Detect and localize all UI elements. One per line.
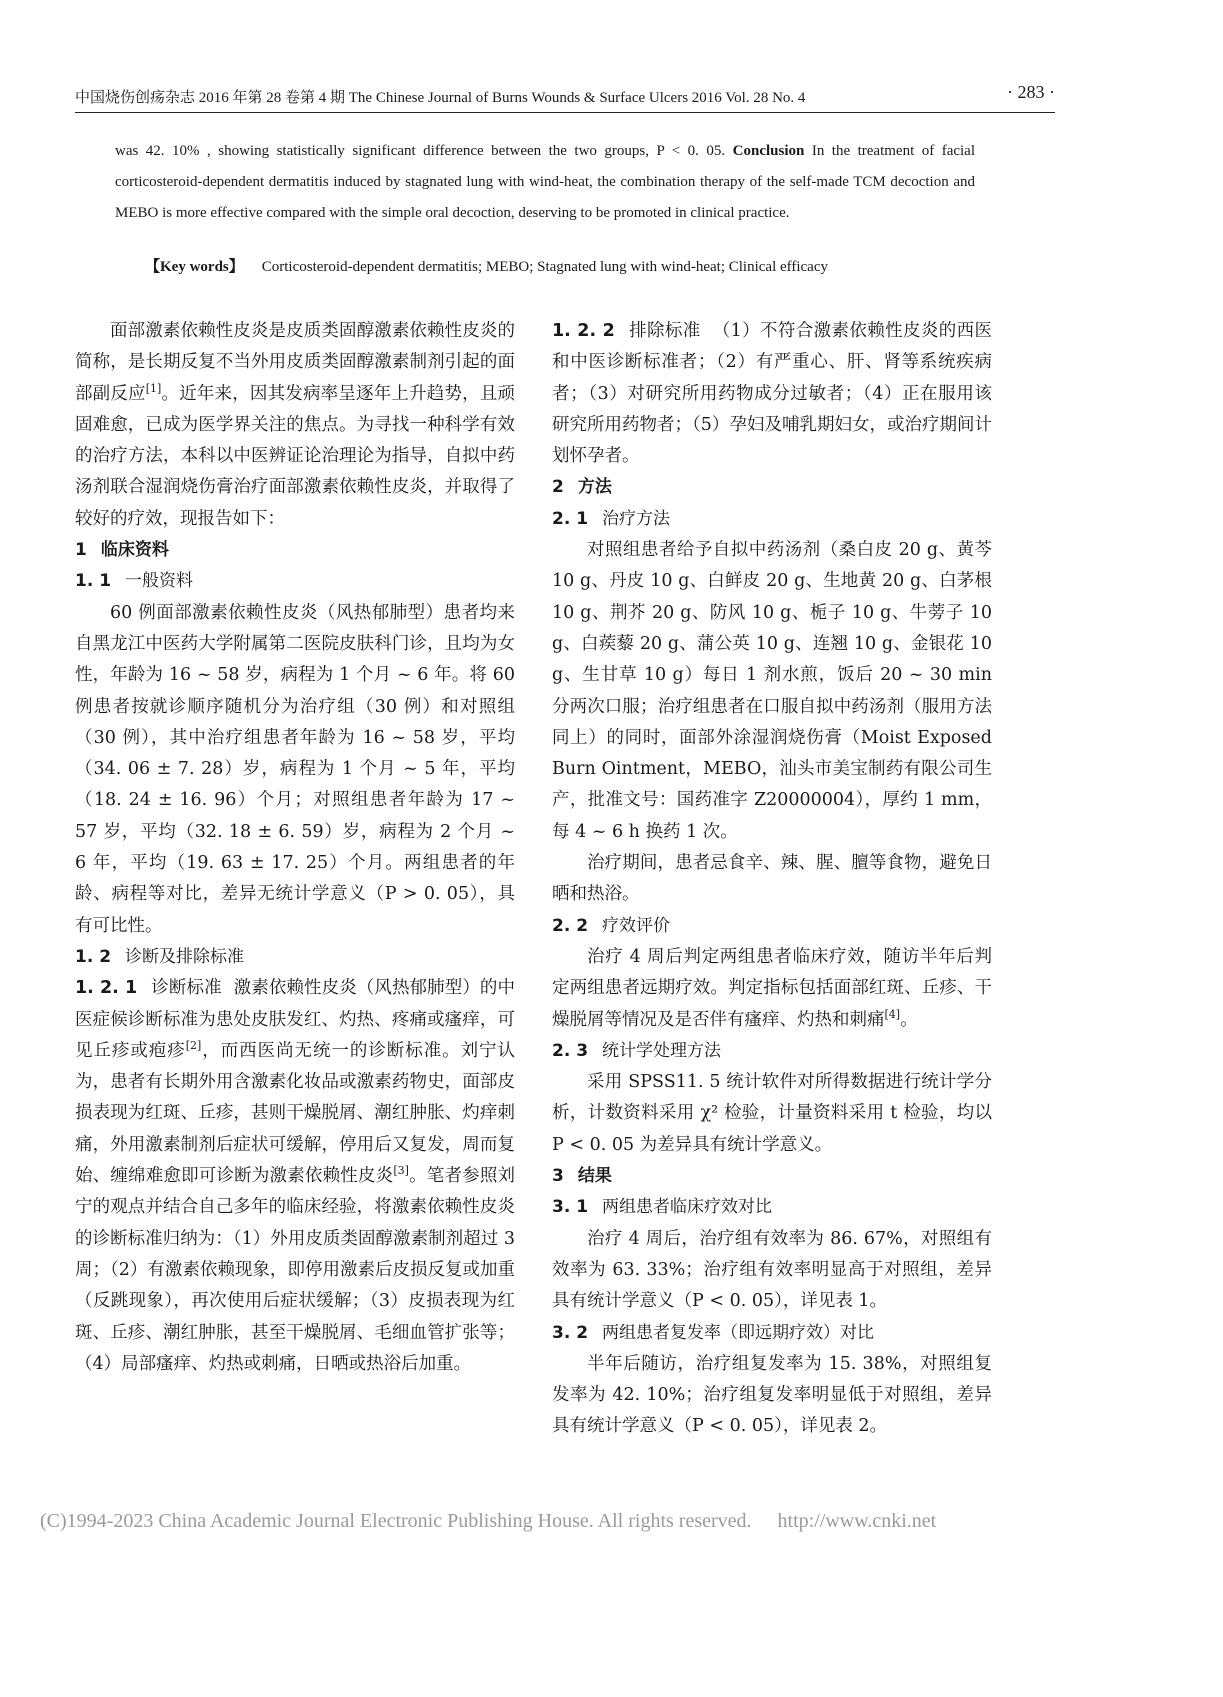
keywords-label: 【Key words】 bbox=[145, 259, 244, 275]
treatment-paragraph: 对照组患者给予自拟中药汤剂（桑白皮 20 g、黄芩 10 g、丹皮 10 g、白鲜皮 20 g、生地黄 20 g、白茅根 10 g、荆芥 20 g、防风 10 g、栀子 10 g、牛蒡子 10 g、白蒺藜 20 g、蒲公英 10 g、连翘 10 g、金银花 10 g、生甘草 10 g）每日 1 剂水煎，饭后 20 ~ 30 min 分两次口服；治疗组患者在口服自拟中药汤剂（服用方法同上）的同时，面部外涂湿润烧伤膏（Moist Exposed Burn Ointment，MEBO，汕头市美宝制药有限公司生产，批准文号：国药准字 Z20000004），厚约 1 mm，每 4 ~ 6 h 换药 1 次。 bbox=[552, 540, 992, 842]
diagnosis-paragraph: 1. 2. 1 诊断标准 激素依赖性皮炎（风热郁肺型）的中医症候诊断标准为患处皮肤发红、灼热、疼痛或瘙痒，可见丘疹或疱疹[2]，而西医尚无统一的诊断标准。刘宁认为，患者有长期外用含激素化妆品或激素药物史，面部皮损表现为红斑、丘疹，甚则干燥脱屑、潮红肿胀、灼痒刺痛，外用激素制剂后症状可缓解，停用后又复发，周而复始、缠绵难愈即可诊断为激素依赖性皮炎[3]。笔者参照刘宁的观点并结合自己多年的临床经验，将激素依赖性皮炎的诊断标准归纳为：（1）外用皮质类固醇激素制剂超过 3 周；（2）有激素依赖现象，即停用激素后皮损反复或加重（反跳现象），再次使用后症状缓解；（3）皮损表现为红斑、丘疹、潮红肿胀，甚至干燥脱屑、毛细血管扩张等；（4）局部瘙痒、灼热或刺痛，日晒或热浴后加重。 bbox=[75, 978, 516, 1374]
section-heading-1: 1 临床资料 bbox=[75, 540, 169, 561]
left-column bbox=[75, 316, 515, 1380]
journal-citation: 中国烧伤创疡杂志 2016 年第 28 卷第 4 期 The Chinese Journal of Burns Wounds & Surface Ulcers 2016 Vol. 28 No. 4 bbox=[75, 90, 806, 106]
copyright-text: (C)1994-2023 China Academic Journal Electronic Publishing House. All rights reserved. bbox=[40, 1510, 752, 1532]
section-heading-2-2: 2. 2 疗效评价 bbox=[552, 915, 671, 936]
abstract-text-2: In the treatment of facial corticosteroid-dependent dermatitis induced by stagnated lung with wind-heat, the combination therapy of the self-made TCM decoction and MEBO is more effective compared with the simple oral decoction, deserving to be promoted in clinical practice. bbox=[115, 143, 976, 221]
citation-ref: [1] bbox=[145, 381, 162, 395]
citation-ref: [4] bbox=[884, 1007, 901, 1021]
diet-paragraph: 治疗期间，患者忌食辛、辣、腥、膻等食物，避免日晒和热浴。 bbox=[552, 853, 992, 905]
section-heading-1-2: 1. 2 诊断及排除标准 bbox=[75, 946, 245, 967]
general-data-paragraph: 60 例面部激素依赖性皮炎（风热郁肺型）患者均来自黑龙江中医药大学附属第二医院皮肤科门诊，且均为女性，年龄为 16 ~ 58 岁，病程为 1 个月 ~ 6 年。将 60 例患者按就诊顺序随机分为治疗组（30 例）和对照组（30 例），其中治疗组患者年龄为 16 ~ 58 岁，平均（34. 06 ± 7. 28）岁，病程为 1 个月 ~ 5 年，平均（18. 24 ± 16. 96）个月；对照组患者年龄为 17 ~ 57 岁，平均（32. 18 ± 6. 59）岁，病程为 2 个月 ~ 6 年，平均（19. 63 ± 17. 25）个月。两组患者的年龄、病程等对比，差异无统计学意义（P > 0. 05），具有可比性。 bbox=[75, 602, 515, 936]
section-heading-2-3: 2. 3 统计学处理方法 bbox=[552, 1040, 722, 1061]
copyright-footer bbox=[40, 1510, 1190, 1533]
section-heading-3-1: 3. 1 两组患者临床疗效对比 bbox=[552, 1197, 773, 1218]
abstract-continuation bbox=[115, 136, 975, 229]
abstract-text-1: was 42. 10% , showing statistically significant difference between the two groups, P < 0. 05. bbox=[115, 143, 733, 159]
conclusion-label: Conclusion bbox=[732, 143, 805, 159]
statistics-paragraph: 采用 SPSS11. 5 统计软件对所得数据进行统计学分析，计数资料采用 χ² 检验，计量资料采用 t 检验，均以 P < 0. 05 为差异具有统计学意义。 bbox=[552, 1072, 992, 1155]
keywords-line bbox=[145, 255, 1005, 276]
results-efficacy-paragraph: 治疗 4 周后，治疗组有效率为 86. 67%，对照组有效率为 63. 33%；治疗组有效率明显高于对照组，差异具有统计学意义（P < 0. 05），详见表 1。 bbox=[552, 1228, 992, 1312]
page-number: · 283 · bbox=[1007, 82, 1055, 102]
section-heading-1-1: 1. 1 一般资料 bbox=[75, 571, 194, 592]
intro-paragraph: 面部激素依赖性皮炎是皮质类固醇激素依赖性皮炎的简称，是长期反复不当外用皮质类固醇激素制剂引起的面部副反应[1]。近年来，因其发病率呈逐年上升趋势，且顽固难愈，已成为医学界关注的焦点。为寻找一种科学有效的治疗方法，本科以中医辨证论治理论为指导，自拟中药汤剂联合湿润烧伤膏治疗面部激素依赖性皮炎，并取得了较好的疗效，现报告如下： bbox=[75, 321, 515, 529]
evaluation-paragraph: 治疗 4 周后判定两组患者临床疗效，随访半年后判定两组患者远期疗效。判定指标包括面部红斑、丘疹、干燥脱屑等情况及是否伴有瘙痒、灼热和刺痛[4]。 bbox=[552, 946, 992, 1030]
cnki-url: http://www.cnki.net bbox=[777, 1510, 937, 1532]
section-heading-3: 3 结果 bbox=[552, 1166, 612, 1187]
section-heading-3-2: 3. 2 两组患者复发率（即远期疗效）对比 bbox=[552, 1322, 875, 1343]
exclusion-paragraph: 1. 2. 2 排除标准 （1）不符合激素依赖性皮炎的西医和中医诊断标准者；（2）有严重心、肝、肾等系统疾病者；（3）对研究所用药物成分过敏者；（4）正在服用该研究所用药物者；（5）孕妇及哺乳期妇女，或治疗期间计划怀孕者。 bbox=[552, 321, 993, 467]
results-recurrence-paragraph: 半年后随访，治疗组复发率为 15. 38%，对照组复发率为 42. 10%；治疗组复发率明显低于对照组，差异具有统计学意义（P < 0. 05），详见表 2。 bbox=[552, 1353, 992, 1437]
section-heading-2: 2 方法 bbox=[552, 477, 612, 498]
citation-ref: [2] bbox=[185, 1039, 202, 1052]
right-column bbox=[552, 316, 992, 1443]
section-heading-2-1: 2. 1 治疗方法 bbox=[552, 508, 671, 529]
citation-ref: [3] bbox=[393, 1164, 409, 1178]
running-header bbox=[75, 82, 1055, 113]
keywords-text: Corticosteroid-dependent dermatitis; MEBO; Stagnated lung with wind-heat; Clinical efficacy bbox=[261, 259, 828, 275]
